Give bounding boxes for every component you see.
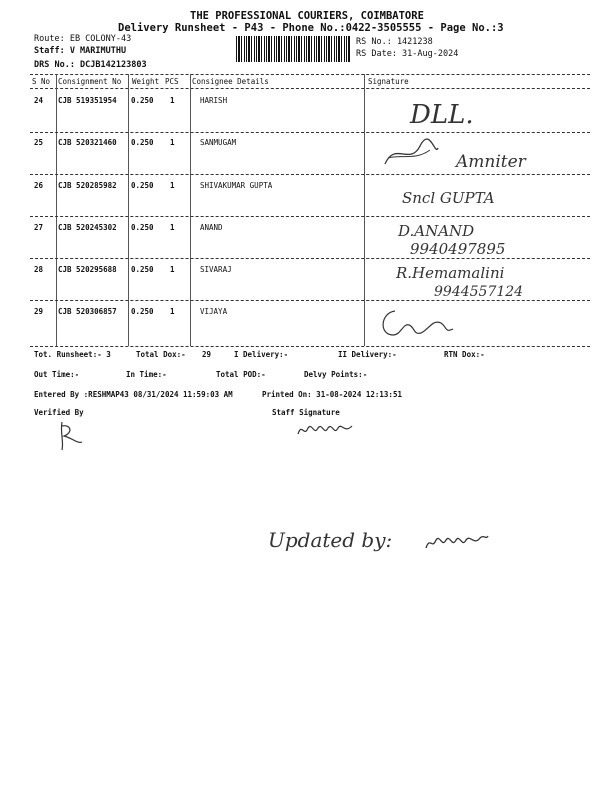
row-consignee: VIJAYA bbox=[200, 307, 228, 316]
row-sno: 24 bbox=[34, 96, 44, 105]
company-name: THE PROFESSIONAL COURIERS, COIMBATORE bbox=[190, 10, 424, 22]
i-delivery: I Delivery:- bbox=[234, 350, 289, 359]
col-consignee: Consignee Details bbox=[192, 77, 269, 86]
row-sno: 25 bbox=[34, 138, 44, 147]
row-signature: Amniter bbox=[456, 152, 526, 172]
total-dox: Total Dox:- bbox=[136, 350, 186, 359]
row-pcs: 1 bbox=[170, 96, 175, 105]
row-sno: 27 bbox=[34, 223, 44, 232]
row-consignee: HARISH bbox=[200, 96, 228, 105]
row-consignment: CJB 520321460 bbox=[58, 138, 117, 147]
row-signature: DLL. bbox=[410, 100, 474, 130]
row-pcs: 1 bbox=[170, 223, 175, 232]
verified-signature bbox=[52, 418, 92, 452]
verified-by: Verified By bbox=[34, 408, 84, 417]
row-signature-phone: 9944557124 bbox=[434, 284, 524, 300]
row-weight: 0.250 bbox=[131, 181, 154, 190]
updated-by-note: Updated by: bbox=[268, 528, 393, 552]
ii-delivery: II Delivery:- bbox=[338, 350, 397, 359]
staff: Staff: V MARIMUTHU bbox=[34, 46, 127, 56]
row-sno: 29 bbox=[34, 307, 44, 316]
row-consignee: SHIVAKUMAR GUPTA bbox=[200, 181, 273, 190]
total-pod: Total POD:- bbox=[216, 370, 266, 379]
col-signature: Signature bbox=[368, 77, 409, 86]
printed-on: Printed On: 31-08-2024 12:13:51 bbox=[262, 390, 402, 399]
staff-signature: Staff Signature bbox=[272, 408, 340, 417]
row-consignee: SANMUGAM bbox=[200, 138, 237, 147]
row-pcs: 1 bbox=[170, 181, 175, 190]
col-consignment: Consignment No bbox=[58, 77, 122, 86]
rtn-dox: RTN Dox:- bbox=[444, 350, 485, 359]
total-dox-value: 29 bbox=[202, 350, 212, 359]
rs-no: RS No.: 1421238 bbox=[356, 37, 433, 47]
row-weight: 0.250 bbox=[131, 265, 154, 274]
row-pcs: 1 bbox=[170, 307, 175, 316]
row-sno: 28 bbox=[34, 265, 44, 274]
col-sno: S No bbox=[32, 77, 51, 86]
row-signature: Sncl GUPTA bbox=[402, 189, 495, 207]
row-consignee: SIVARAJ bbox=[200, 265, 232, 274]
out-time: Out Time:- bbox=[34, 370, 80, 379]
row-consignment: CJB 520295688 bbox=[58, 265, 117, 274]
row-weight: 0.250 bbox=[131, 138, 154, 147]
signature-scribble bbox=[375, 305, 455, 341]
row-consignment: CJB 520285982 bbox=[58, 181, 117, 190]
rs-date: RS Date: 31-Aug-2024 bbox=[356, 49, 459, 59]
col-pcs: PCS bbox=[165, 77, 179, 86]
row-sno: 26 bbox=[34, 181, 44, 190]
delvy-points: Delvy Points:- bbox=[304, 370, 368, 379]
entered-by: Entered By :RESHMAP43 08/31/2024 11:59:03 AM bbox=[34, 390, 233, 399]
row-weight: 0.250 bbox=[131, 307, 154, 316]
row-signature: R.Hemamalini bbox=[396, 264, 505, 282]
updated-by-signature bbox=[424, 530, 490, 554]
barcode bbox=[236, 36, 350, 62]
staff-signature-mark bbox=[296, 420, 356, 440]
row-consignment: CJB 520306857 bbox=[58, 307, 117, 316]
tot-runsheet: Tot. Runsheet:- 3 bbox=[34, 350, 111, 359]
row-consignee: ANAND bbox=[200, 223, 223, 232]
row-weight: 0.250 bbox=[131, 96, 154, 105]
runsheet-title: Delivery Runsheet - P43 - Phone No.:0422-3505555 - Page No.:3 bbox=[118, 22, 504, 34]
row-pcs: 1 bbox=[170, 138, 175, 147]
row-signature: D.ANAND bbox=[398, 222, 475, 240]
col-weight: Weight bbox=[132, 77, 160, 86]
row-consignment: CJB 520245302 bbox=[58, 223, 117, 232]
row-consignment: CJB 519351954 bbox=[58, 96, 117, 105]
row-pcs: 1 bbox=[170, 265, 175, 274]
signature-scribble bbox=[380, 136, 440, 170]
in-time: In Time:- bbox=[126, 370, 167, 379]
route: Route: EB COLONY-43 bbox=[34, 34, 132, 44]
row-signature-phone: 9940497895 bbox=[410, 240, 506, 258]
drs-no: DRS No.: DCJB142123803 bbox=[34, 60, 147, 70]
row-weight: 0.250 bbox=[131, 223, 154, 232]
